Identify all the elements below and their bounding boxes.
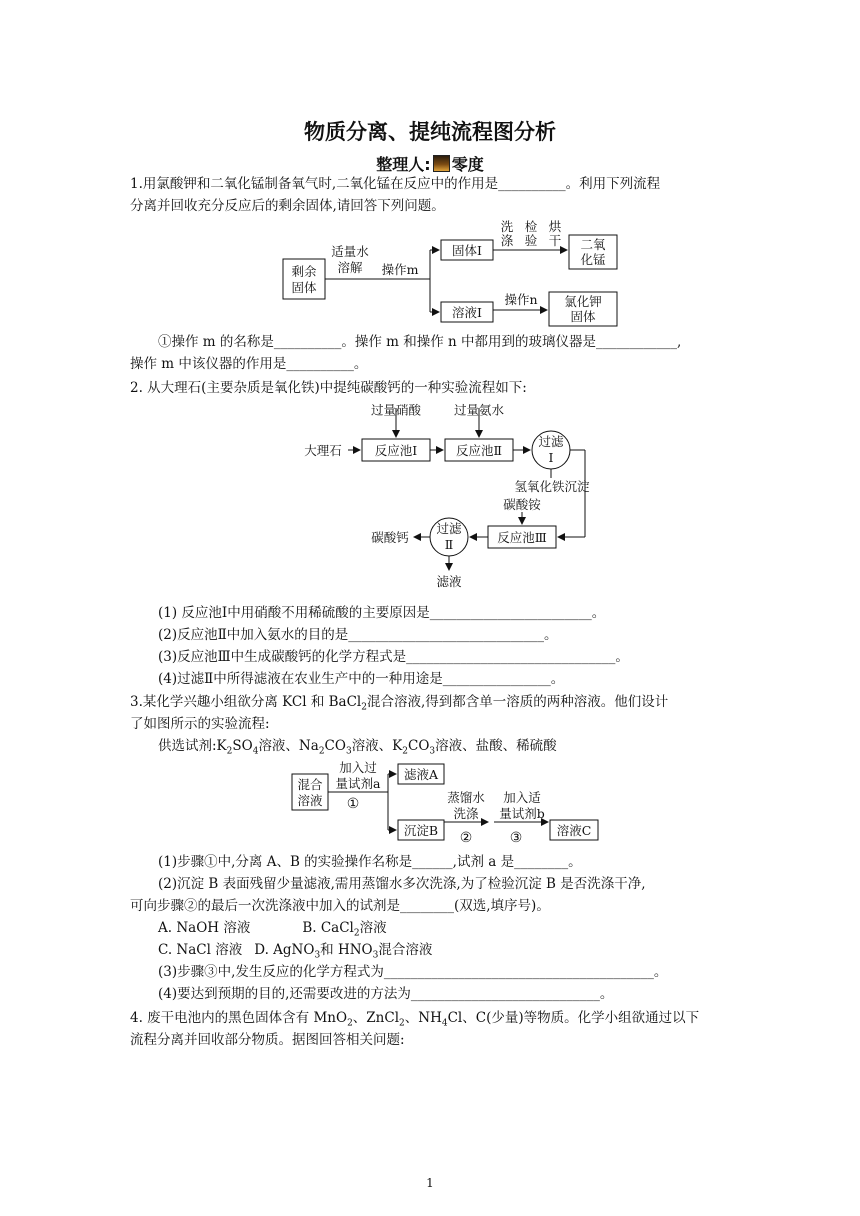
q1-dry1: 烘 (548, 219, 562, 234)
q3-sub2-line2: 可向步骤②的最后一次洗涤液中加入的试剂是________(双选,填序号)。 (130, 898, 550, 914)
q2-sub2: (2)反应池Ⅱ中加入氨水的目的是_____________________________。 (158, 627, 558, 643)
q1-check2: 验 (524, 233, 538, 248)
q4-line1: 4. 废干电池内的黑色固体含有 MnO$_2$、ZnCl$_2$、$NH_4Cl$、C(少量)等物质。化学小组欲通过以下 (130, 1010, 700, 1029)
q1-sub1-line2: 操作 m 中该仪器的作用是__________。 (130, 356, 368, 372)
q1-solid1: 固体Ⅰ (452, 243, 482, 258)
q3-sub4: (4)要达到预期的目的,还需要改进的方法为____________________________。 (158, 986, 614, 1002)
q1-start-text2: 固体 (291, 280, 317, 295)
q3-line1: 3.某化学兴趣小组欲分离 KCl 和 BaCl$_2$混合溶液,得到都含单一溶质的两种溶液。他们设计 (130, 694, 669, 713)
q3-precipitateB: 沉淀B (403, 823, 439, 838)
q1-check1: 检 (524, 219, 538, 234)
q2-precipitate: 氢氧化铁沉淀 (514, 479, 590, 494)
q1-product2-2: 固体 (570, 309, 596, 324)
q1-dry2: 干 (548, 233, 562, 248)
q1-op-n: 操作n (504, 292, 538, 307)
author-logo-icon (433, 155, 450, 172)
q3-option-d: D. AgNO$_3$和 $HNO_3$混合溶液 (254, 942, 433, 961)
q3-step3: ③ (509, 830, 523, 846)
q3-line2: 了如图所示的实验流程: (130, 716, 270, 732)
q3-start1: 混合 (297, 777, 323, 792)
q3-filtrateA: 滤液A (403, 767, 439, 782)
page-title: 物质分离、提纯流程图分析 (304, 120, 556, 144)
q2-product: 碳酸钙 (371, 530, 409, 545)
q1-product1-1: 二氧 (580, 237, 606, 252)
author-name: 零度 (451, 155, 484, 174)
q2-reagent1: 过量硝酸 (370, 402, 422, 418)
q1-start-text1: 剩余 (291, 264, 317, 279)
q2-line1: 2. 从大理石(主要杂质是氧化铁)中提纯碳酸钙的一种实验流程如下: (130, 380, 527, 396)
q2-sub3: (3)反应池Ⅲ中生成碳酸钙的化学方程式是_______________________________。 (158, 649, 629, 665)
q3-sub3: (3)步骤③中,发生反应的化学方程式为________________________________________。 (158, 964, 668, 980)
q1-line2: 分离并回收充分反应后的剩余固体,请回答下列问题。 (130, 198, 445, 214)
q3-sub2-line1: (2)沉淀 B 表面残留少量滤液,需用蒸馏水多次洗涤,为了检验沉淀 B 是否洗涤干净, (158, 876, 646, 892)
q1-product2-1: 氯化钾 (564, 294, 602, 309)
q3-wash1: 蒸馏水 (447, 790, 485, 805)
q2-sub4: (4)过滤Ⅱ中所得滤液在农业生产中的一种用途是________________。 (158, 671, 565, 687)
author-label: 整理人: (376, 155, 431, 174)
q3-reagents: 供选试剂$:K_2SO_4$溶液、$Na_2CO_3$溶液、$K_2CO_3$溶液、盐酸、稀硫酸 (158, 738, 557, 757)
q1-op-m: 操作m (381, 262, 419, 277)
q3-step2: ② (459, 830, 473, 846)
q3-step1: ① (346, 796, 360, 812)
q3-solutionC: 溶液C (556, 823, 592, 838)
q3-sub1: (1)步骤①中,分离 A、B 的实验操作名称是______,试剂 a 是________。 (158, 854, 582, 870)
q2-pool1: 反应池Ⅰ (374, 443, 418, 458)
q3-option-c: C. NaCl 溶液 (158, 942, 243, 958)
q3-option-b: B. CaCl$_2$溶液 (302, 920, 387, 939)
q3-start2: 溶液 (297, 793, 323, 808)
q1-wash2: 涤 (500, 233, 514, 248)
q2-filter2-text2: Ⅱ (444, 537, 454, 552)
page-number: 1 (426, 1176, 434, 1190)
q1-flow-diagram (278, 214, 623, 329)
q3-add1-1: 加入过 (339, 760, 377, 775)
q1-sub1-line1: ①操作 m 的名称是__________。操作 m 和操作 n 中都用到的玻璃仪器是____________, (158, 334, 682, 350)
q2-sub1: (1) 反应池Ⅰ中用硝酸不用稀硫酸的主要原因是________________________。 (158, 605, 606, 621)
q2-pool3: 反应池Ⅲ (497, 530, 547, 545)
q2-start: 大理石 (304, 443, 342, 458)
q1-solution1: 溶液Ⅰ (452, 305, 482, 320)
q1-step1-text1: 适量水 (331, 244, 369, 259)
q1-wash1: 洗 (500, 219, 514, 234)
q2-reagent3: 碳酸铵 (503, 497, 541, 512)
q3-option-a: A. NaOH 溶液 (158, 920, 251, 936)
q3-add2-1: 加入适 (503, 790, 541, 805)
q2-filter2-text1: 过滤 (436, 521, 462, 536)
q2-reagent2: 过量氨水 (453, 402, 505, 418)
q3-wash2: 洗涤 (453, 806, 479, 821)
q3-add2-2: 量试剂b (499, 806, 545, 821)
q2-filtrate: 滤液 (436, 574, 462, 589)
q4-line2: 流程分离并回收部分物质。据图回答相关问题: (130, 1032, 405, 1048)
author-line (0, 152, 860, 175)
q3-add1-2: 量试剂a (335, 776, 381, 791)
q1-line1: 1.用氯酸钾和二氧化锰制备氧气时,二氧化锰在反应中的作用是__________。利用下列流程 (130, 176, 661, 192)
q3-flow-diagram (290, 760, 602, 848)
q2-flow-diagram (300, 400, 590, 595)
q2-filter1-text1: 过滤 (538, 434, 564, 449)
q1-product1-2: 化锰 (580, 252, 606, 267)
q2-pool2: 反应池Ⅱ (456, 443, 502, 458)
q1-step1-text2: 溶解 (337, 260, 363, 275)
q2-filter1-text2: Ⅰ (548, 450, 554, 465)
